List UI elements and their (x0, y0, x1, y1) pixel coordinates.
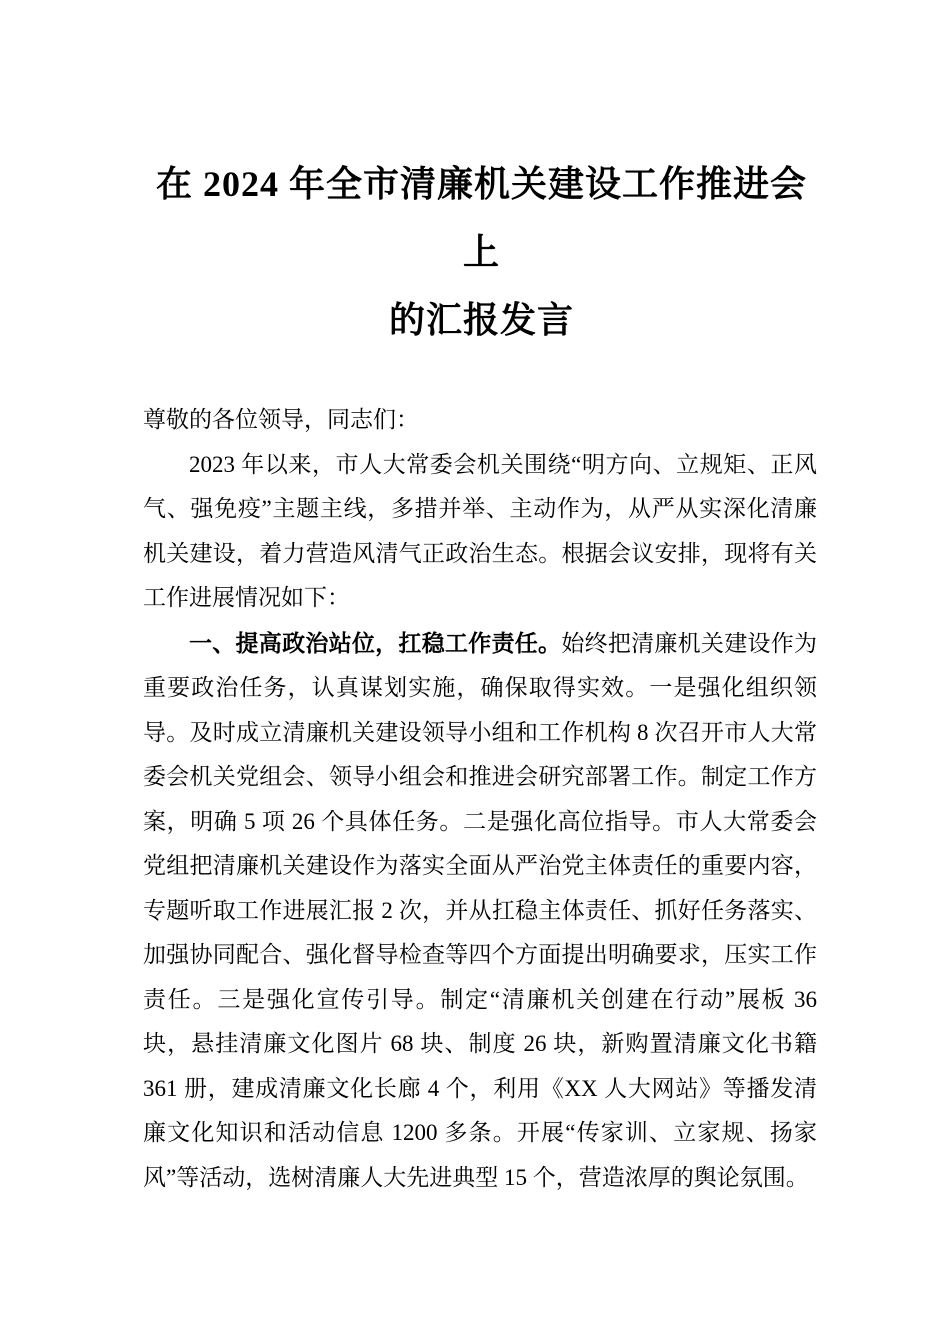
section-1-text: 始终把清廉机关建设作为重要政治任务，认真谋划实施，确保取得实效。一是强化组织领导。及时成立清廉机关建设领导小组和工作机构 8 次召开市人大常委会机关党组会、领导小组会和推进会研究部署工作。制定工作方案，明确 5 项 26 个具体任务。二是强化高位指导。市人大常委会党组把清廉机关建设作为落实全面从严治党主体责任的重要内容，专题听取工作进展汇报 2 次，并从扛稳主体责任、抓好任务落实、加强协同配合、强化督导检查等四个方面提出明确要求，压实工作责任。三是强化宣传引导。制定“清廉机关创建在行动”展板 36 块，悬挂清廉文化图片 68 块、制度 26 块，新购置清廉文化书籍 361 册，建成清廉文化长廊 4 个，利用《XX 人大网站》等播发清廉文化知识和活动信息 1200 多条。开展“传家训、立家规、扬家风”等活动，选树清廉人大先进典型 15 个，营造浓厚的舆论氛围。 (143, 630, 818, 1190)
title-line-2: 的汇报发言 (388, 300, 574, 340)
section-1-paragraph (143, 621, 817, 1201)
document-title (143, 150, 820, 354)
intro-paragraph: 2023 年以来，市人大常委会机关围绕“明方向、立规矩、正风气、强免疫”主题主线，多措并举、主动作为，从严从实深化清廉机关建设，着力营造风清气正政治生态。根据会议安排，现将有关工作进展情况如下： (143, 451, 817, 610)
section-1-heading: 一、提高政治站位，扛稳工作责任。 (189, 629, 562, 656)
title-line-1: 在 2024 年全市清廉机关建设工作推进会上 (155, 164, 807, 272)
document-body (143, 398, 817, 1200)
salutation-line: 尊敬的各位领导，同志们： (143, 407, 419, 432)
